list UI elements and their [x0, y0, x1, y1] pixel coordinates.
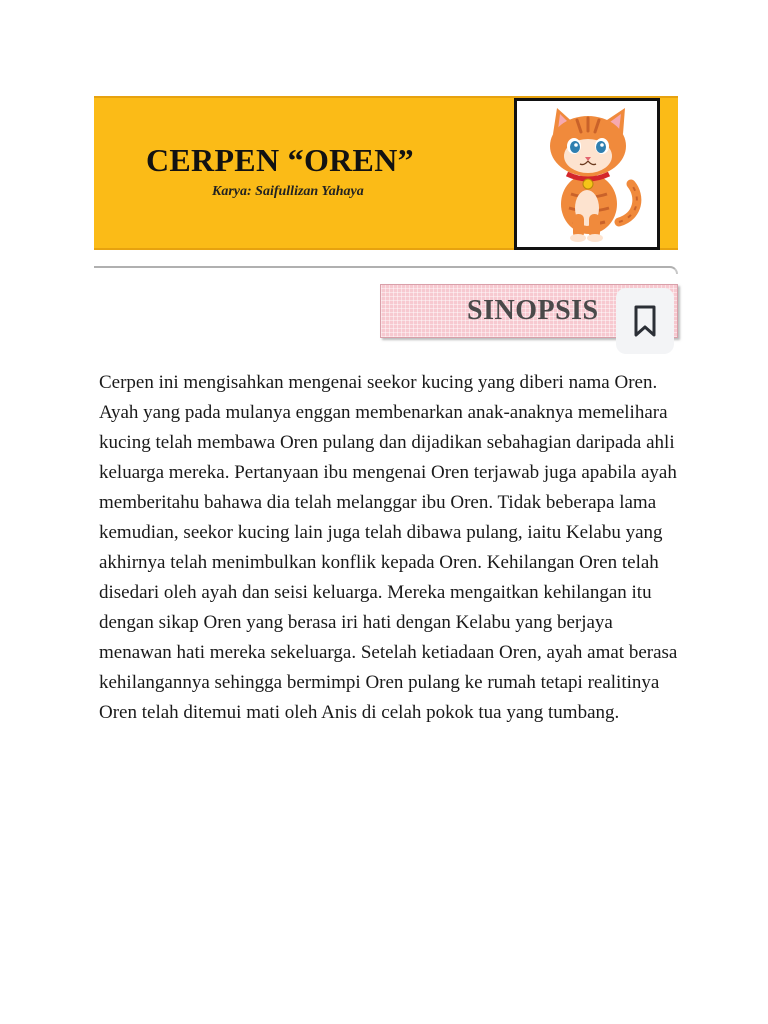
cat-illustration-frame [514, 98, 660, 250]
orange-cat-illustration [527, 104, 647, 244]
synopsis-line: disedari oleh ayah dan seisi keluarga. Mereka mengaitkan kehilangan itu [99, 582, 652, 603]
section-heading: SINOPSIS [467, 295, 599, 326]
synopsis-line: Ayah yang pada mulanya enggan membenarkan anak-anaknya memelihara [99, 402, 668, 423]
author-line: Karya: Saifullizan Yahaya [212, 184, 364, 199]
synopsis-line: memberitahu bahawa dia telah melanggar ibu Oren. Tidak beberapa lama [99, 492, 657, 513]
synopsis-line: kucing telah membawa Oren pulang dan dijadikan sebahagian daripada ahli [99, 432, 675, 453]
synopsis-line: dengan sikap Oren yang berasa iri hati dengan Kelabu yang berjaya [99, 612, 613, 633]
synopsis-line: kemudian, seekor kucing lain juga telah dibawa pulang, iaitu Kelabu yang [99, 522, 663, 543]
bookmark-button[interactable] [616, 288, 674, 354]
synopsis-line: kehilangannya sehingga bermimpi Oren pulang ke rumah tetapi realitinya [99, 672, 660, 693]
synopsis-line: akhirnya telah menimbulkan konflik kepada Oren. Kehilangan Oren telah [99, 552, 659, 573]
synopsis-line: menawan hati mereka sekeluarga. Setelah ketiadaan Oren, ayah amat berasa [99, 642, 678, 663]
synopsis-line: Cerpen ini mengisahkan mengenai seekor kucing yang diberi nama Oren. [99, 372, 658, 393]
synopsis-line: keluarga mereka. Pertanyaan ibu mengenai Oren terjawab juga apabila ayah [99, 462, 677, 483]
synopsis-line: Oren telah ditemui mati oleh Anis di celah pokok tua yang tumbang. [99, 702, 620, 723]
synopsis-paragraph [99, 368, 679, 728]
bookmark-icon [632, 304, 658, 338]
section-divider [94, 266, 678, 274]
document-title: CERPEN “OREN” [146, 142, 414, 178]
